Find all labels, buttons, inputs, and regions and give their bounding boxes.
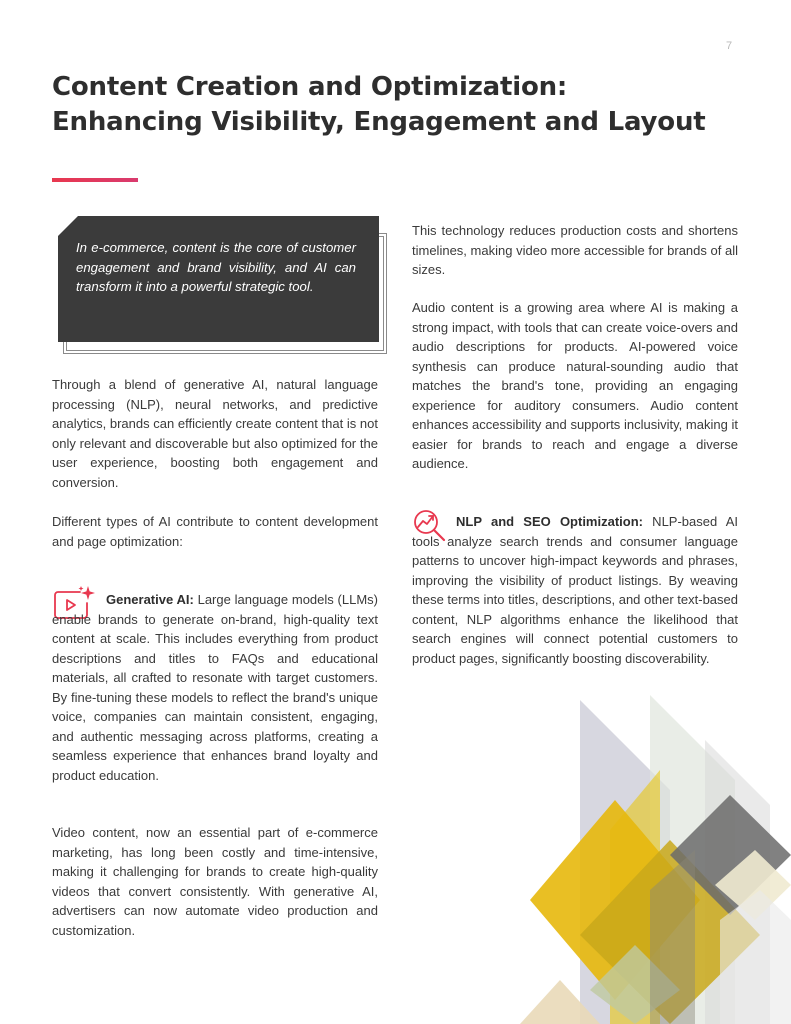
page-title-line-1: Content Creation and Optimization: [52,72,568,102]
generative-ai-paragraph [52,590,378,785]
cost-reduction-paragraph: This technology reduces production costs and shortens timelines, making video more accessible for brands of all sizes. [412,223,738,277]
page-title [52,70,752,140]
nlp-seo-heading: NLP and SEO Optimization: [456,514,643,529]
pull-quote: In e-commerce, content is the core of customer engagement and brand visibility, and AI can transform it into a powerful strategic tool. [76,240,356,295]
intro-paragraph: Through a blend of generative AI, natural language processing (NLP), neural networks, and predictive analytics, brands can efficiently create content that is not only relevant and discoverable but also optimized for the user experience, boosting both engagement and conversion. [52,377,378,490]
nlp-seo-text: NLP-based AI tools analyze search trends and consumer language patterns to uncover high-impact keywords and phrases, improving the visibility of product listings. By weaving these terms into titles, descriptions, and other text-based content, NLP algorithms enhance the likelihood that search engines will connect potential customers to product pages, significantly boosting discoverability. [412,514,738,666]
audio-content-paragraph: Audio content is a growing area where AI is making a strong impact, with tools that can create voice-overs and audio descriptions for products. AI-powered voice synthesis can produce natural-sounding audio that matches the brand's tone, providing an engaging experience for auditory consumers. Audio content enhances accessibility and supports inclusivity, making it easier for brands to reach and engage a diverse audience. [412,300,738,471]
video-content-paragraph: Video content, now an essential part of e-commerce marketing, has long been costly and time-intensive, making it challenging for brands to create high-quality videos that convert consistently. With generative AI, advertisers can now automate video production and customization. [52,825,378,938]
types-intro-paragraph: Different types of AI contribute to content development and page optimization: [52,514,378,549]
accent-divider [52,178,138,182]
nlp-seo-paragraph [412,512,738,668]
generative-ai-heading: Generative AI: [106,592,194,607]
page-number: 7 [726,40,733,52]
decorative-geometric-graphic [520,690,791,1024]
page-title-line-2: Enhancing Visibility, Engagement and Layout [52,107,706,137]
generative-ai-text: Large language models (LLMs) enable brands to generate on-brand, high-quality text content at scale. This includes everything from product descriptions and titles to FAQs and educational materials, all crafted to resonate with target customers. By fine-tuning these models to reflect the brand's unique voice, companies can maintain consistent, engaging, and authentic messaging across platforms, creating a seamless experience that enhances brand loyalty and product education. [52,592,378,783]
